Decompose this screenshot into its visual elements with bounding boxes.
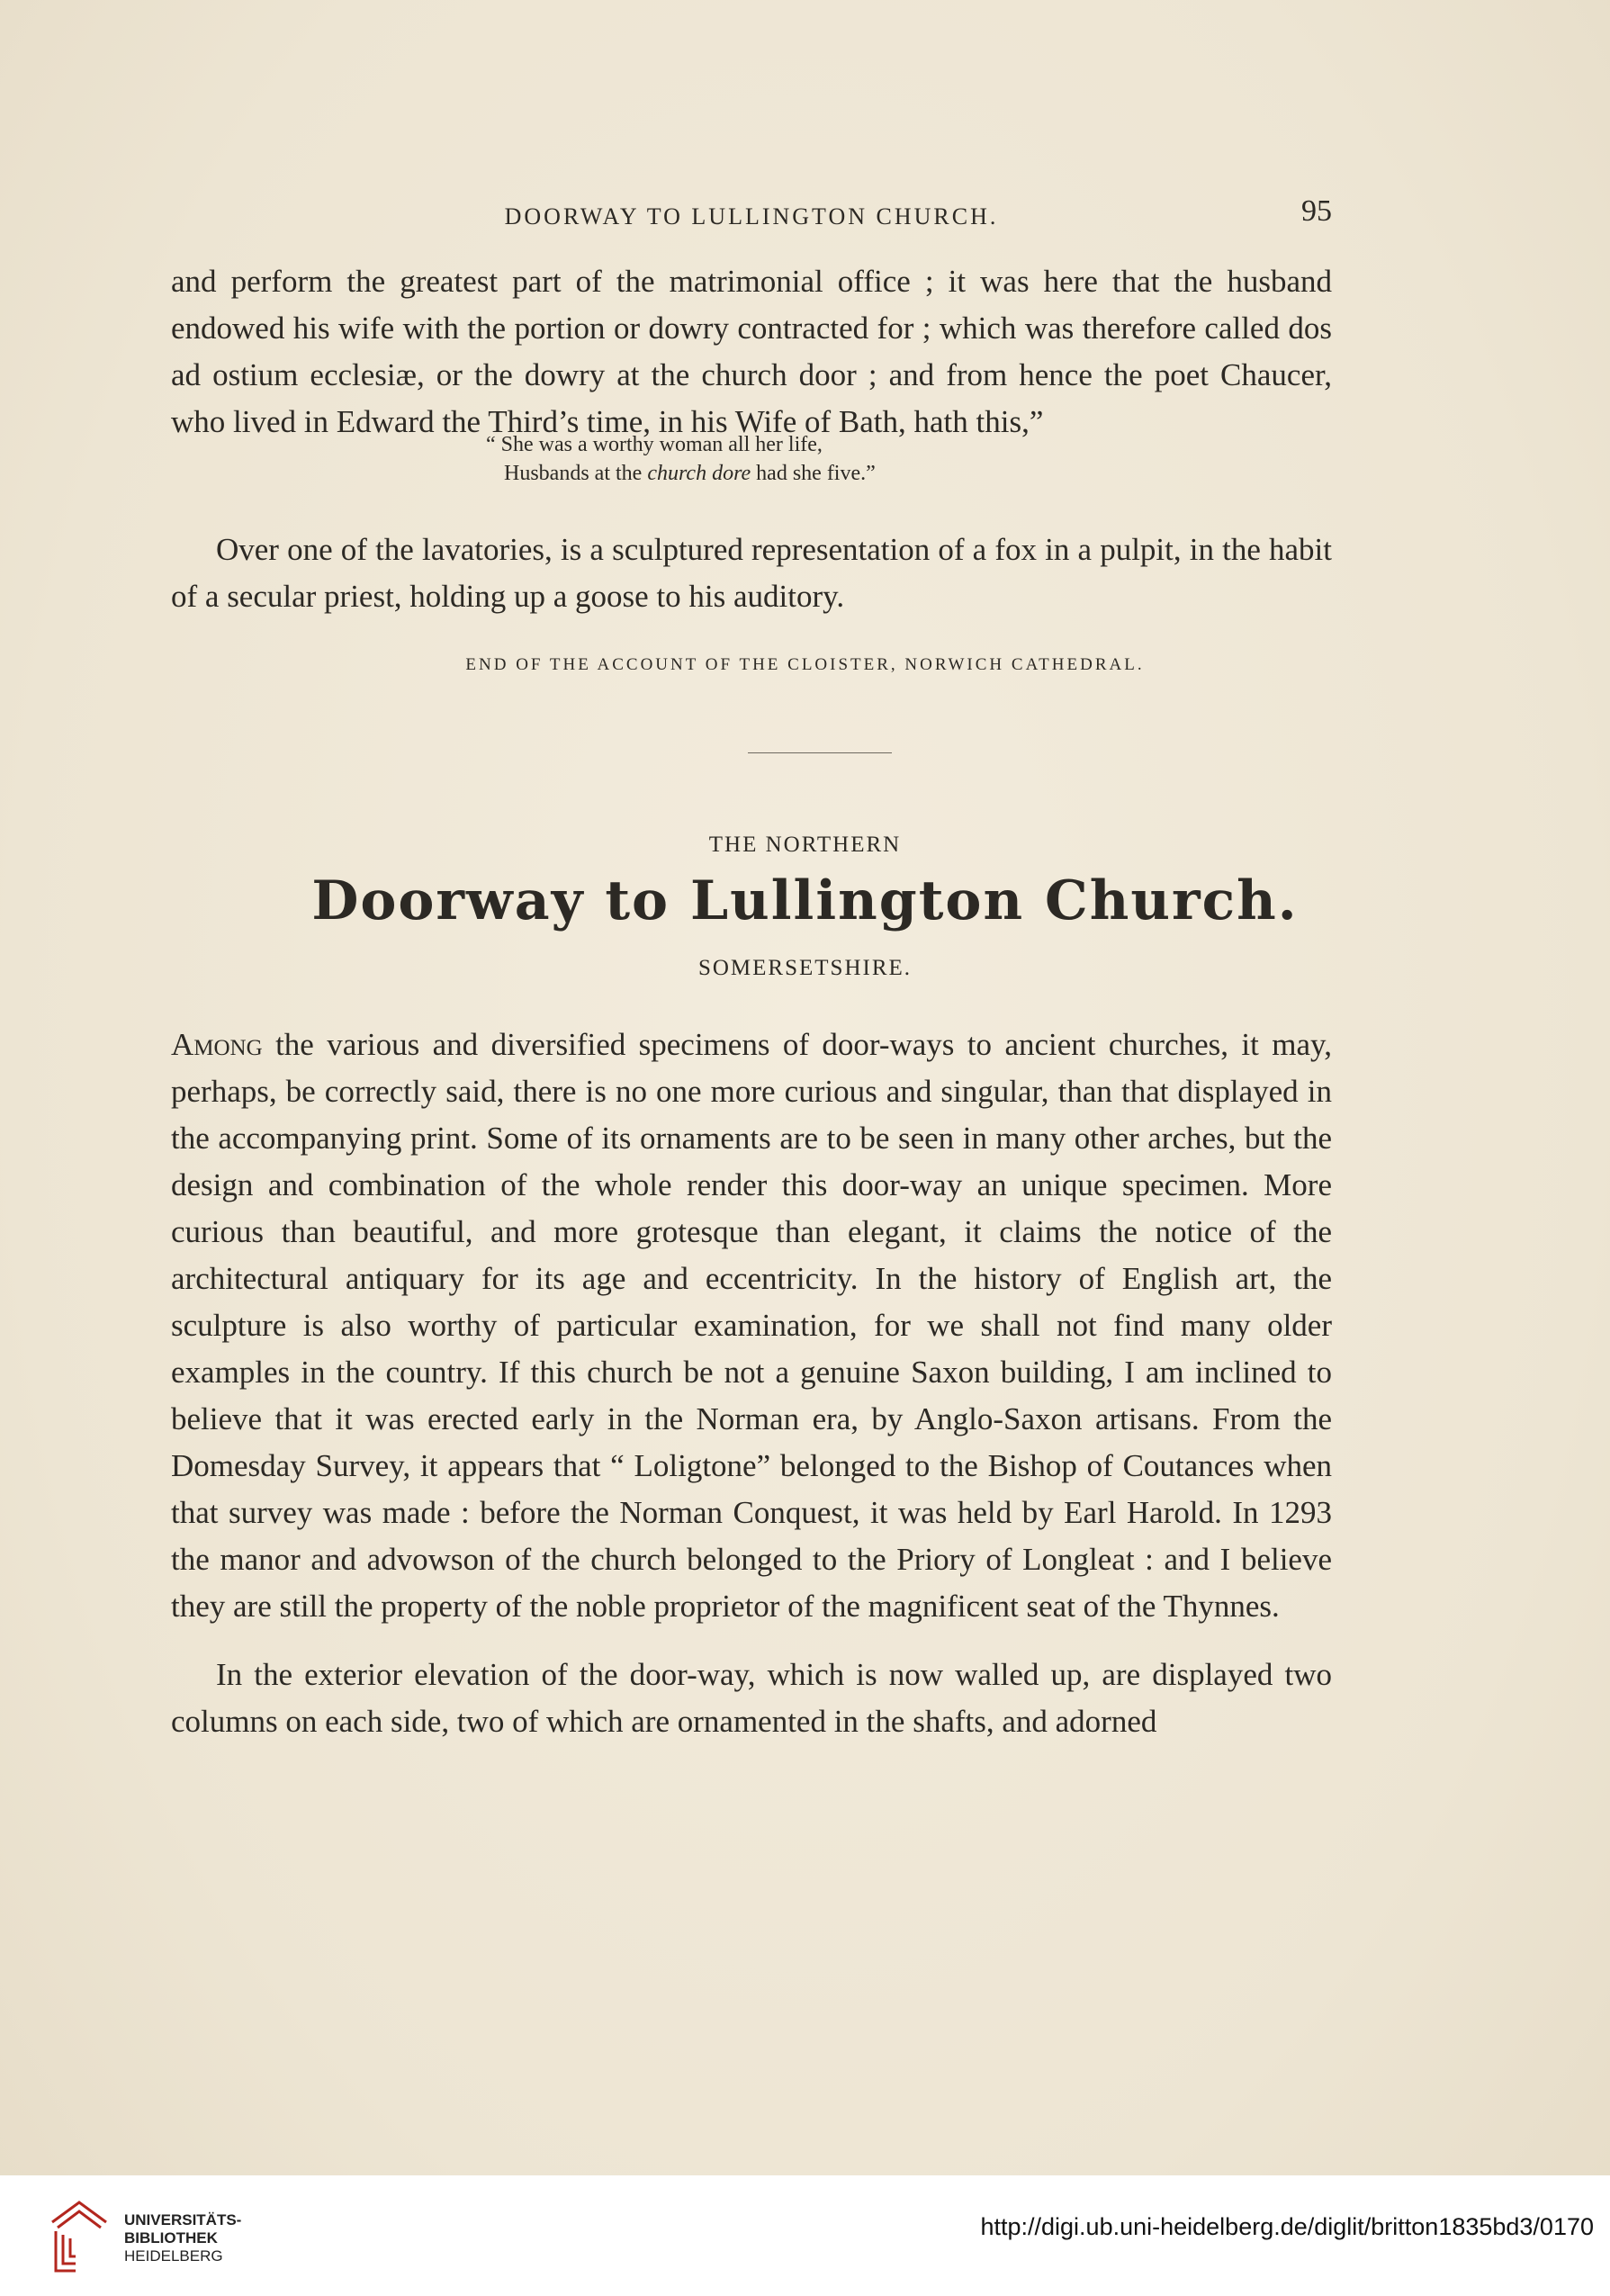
library-logo-icon [43,2195,112,2274]
lavatories-text: Over one of the lavatories, is a sculptured representation of a fox in a pulpit, in the habit of a secular priest, holding up a goose to his auditory. [171,532,1332,614]
continuation-text: and perform the greatest part of the matrimonial office ; it was here that the husband endowed his wife with the portion or dowry contracted for ; which was therefore called dos ad ostium ecclesiæ, or the dowry at the church door ; and from hence the poet Chaucer, who lived in Edward the Third’s time, in his Wife of Bath, hath this,” [171,264,1332,439]
library-name-line-1: UNIVERSITÄTS- [124,2211,242,2228]
lavatories-paragraph [171,527,1332,620]
digitization-footer [0,2175,1610,2296]
continuation-paragraph [171,258,1332,446]
verse-line-2 [486,459,876,488]
section-divider [748,752,892,753]
verse-line-2-end: had she five.” [751,462,876,485]
section-county: SOMERSETSHIRE. [697,956,913,980]
running-head [171,194,1332,239]
page-number: 95 [1301,194,1332,228]
intro-rest: the various and diversified specimens of door-ways to ancient churches, it may, perhaps, be correctly said, there is no one more curious and singular, than that displayed in the accompanying print. Some of its ornaments are to be seen in many other arches, but the design and combination of the whole render this door-way an unique specimen. More curious than beautiful, and more grotesque than elegant, it claims the notice of the architectural antiquary for its age and eccentricity. In the history of English art, the sculpture is also worthy of particular examination, for we shall not find many older examples in the country. If this church be not a genuine Saxon building, I am inclined to believe that it was erected early in the Norman era, by Anglo-Saxon artisans. From the Domesday Survey, it appears that “ Loligtone” belonged to the Bishop of Coutances when that survey was made : before the Norman Conquest, it was held by Earl Harold. In 1293 the manor and advowson of the church belonged to the Priory of Longleat : and I believe they are still the property of the noble proprietor of the magnificent seat of the Thynnes. [171,1027,1332,1624]
end-note: END OF THE ACCOUNT OF THE CLOISTER, NORWICH CATHEDRAL. [465,655,1145,674]
library-name-line-3: HEIDELBERG [124,2247,223,2264]
section-title: Doorway to Lullington Church. [311,869,1299,932]
chaucer-verse [486,430,876,488]
intro-paragraph [171,1022,1332,1630]
running-title: DOORWAY TO LULLINGTON CHURCH. [504,203,999,230]
intro-first-word: Among [171,1027,263,1062]
library-name-line-2: BIBLIOTHEK [124,2229,218,2246]
verse-line-2-italic: church dore [647,462,751,485]
exterior-paragraph [171,1652,1332,1745]
source-url-link[interactable]: http://digi.ub.uni-heidelberg.de/diglit/britton1835bd3/0170 [980,2213,1594,2240]
library-name [124,2211,241,2265]
verse-line-1: “ She was a worthy woman all her life, [486,433,823,456]
intro-text [171,1022,1332,1630]
exterior-text: In the exterior elevation of the door-way, which is now walled up, are displayed two columns on each side, two of which are ornamented in the shafts, and adorned [171,1657,1332,1739]
verse-line-2-start: Husbands at the [504,462,648,485]
section-subheading: THE NORTHERN [708,833,902,857]
